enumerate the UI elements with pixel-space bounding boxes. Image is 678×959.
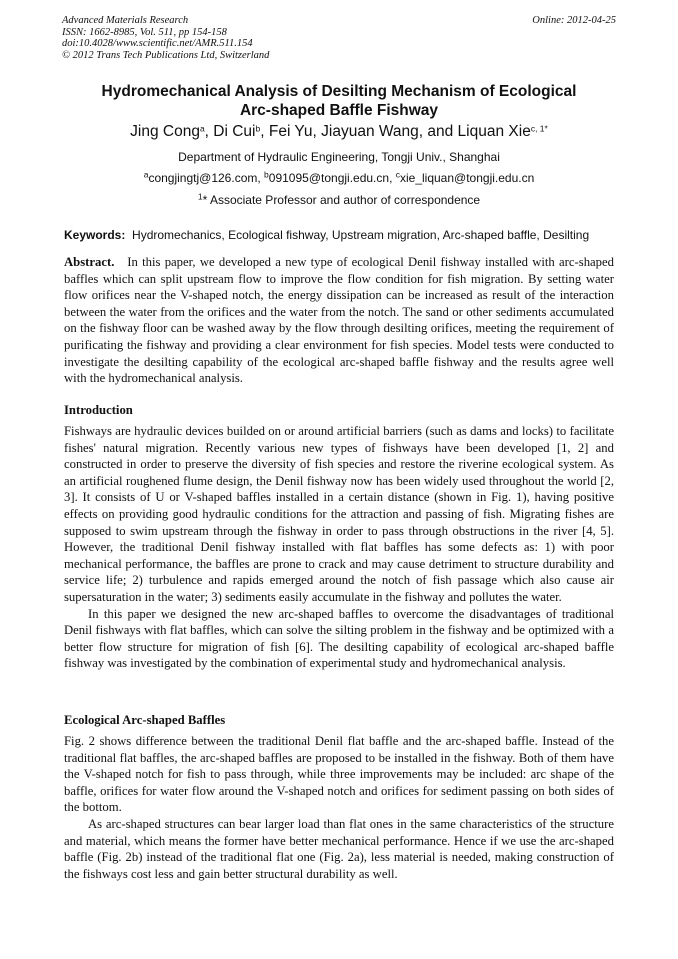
author-mark: b (255, 123, 261, 134)
keywords-label: Keywords: (64, 228, 126, 242)
affiliation: Department of Hydraulic Engineering, Tongji Univ., Shanghai (178, 150, 500, 164)
author-mark: c, 1* (530, 123, 548, 134)
doi-line: doi:10.4028/www.scientific.net/AMR.511.154 (62, 38, 253, 49)
email-mark: c (395, 169, 400, 180)
author-mark: a (199, 123, 205, 134)
correspondence-mark: 1 (197, 191, 203, 202)
abstract-text: In this paper, we developed a new type of ecological Denil fishway installed with arc-shaped baffles which can split upstream flow to improve the flow condition for fish migration. By setting water flow orifices near the V-shaped notch, the energy dissipation can be increased as result of the interaction between the water from the orifices and the water from the notch. The sand or other sediments accumulated on the fishway floor can be washed away by the flow through desilting orifices, meeting the requirement of purificating the fishway and providing a clear environment for fish species. Model tests were conducted to investigate the desilting capability of the ecological arc-shaped baffle fishway and the results agree well with the hydromechanical analysis. (64, 255, 614, 386)
email-address: 091095@tongji.edu.cn (268, 171, 390, 185)
author-name: Jing Cong (130, 123, 200, 140)
issn-line: ISSN: 1662-8985, Vol. 511, pp 154-158 (62, 26, 227, 38)
introduction-body (64, 423, 614, 672)
paragraph: Fishways are hydraulic devices builded on or around artificial barriers (such as dams and locks) to facilitate fishes' natural migration. Recently various new types of fishways have been developed [1, 2] and constructed in order to preserve the diversity of fish species and restore the riverine ecological system. As an artificial roughened flume design, the Denil fishway now has been widely used throughout the world [2, 3]. It consists of U or V-shaped baffles installed in a certain distance (shown in Fig. 1), having positive effects on providing good hydraulic conditions for the attraction and passing of fish. Migrating fishes are supposed to swim upstream through the fishway in order to pass through obstructions in the river [4, 5]. However, the traditional Denil fishway installed with flat baffles has some defects as: 1) with poor mechanical performance, the baffles are prone to crack and may cause detriment to structure durability and service life; 2) turbulence and rapids emerged around the notch of fish passage which also cause air supersaturation in the water; 3) sediments easily accumulate in the fishway and pollutes the water. (64, 424, 614, 604)
keywords-text: Hydromechanics, Ecological fishway, Upstream migration, Arc-shaped baffle, Desilting (132, 228, 590, 242)
author-name: Di Cui (213, 123, 256, 140)
abstract (64, 254, 614, 387)
correspondence-text: * Associate Professor and author of correspondence (202, 193, 481, 207)
author-name: Fei Yu, Jiayuan Wang, and Liquan Xie (268, 123, 531, 140)
section-heading-ecological-baffles: Ecological Arc-shaped Baffles (64, 713, 226, 727)
title-line-1: Hydromechanical Analysis of Desilting Mechanism of Ecological (101, 83, 577, 100)
running-header (62, 15, 616, 61)
author-separator: , (204, 123, 214, 140)
paragraph: Fig. 2 shows difference between the traditional Denil flat baffle and the arc-shaped baffle. Instead of the traditional flat baffles, the arc-shaped baffles are proposed to be installed in the fishway. Both of them have the V-shaped notch for fish to pass through, while three improvements may be included: arc shape of the baffle, orifices for water flow around the V-shaped notch and orifices for sediment passing on both sides of the bottom. (64, 734, 614, 815)
email-mark: a (143, 169, 149, 180)
ecological-baffles-body (64, 733, 614, 882)
paper-title (62, 82, 616, 120)
copyright-line: © 2012 Trans Tech Publications Ltd, Switzerland (62, 49, 270, 61)
email-address: xie_liquan@tongji.edu.cn (399, 171, 535, 185)
email-list (62, 170, 616, 186)
title-line-2: Arc-shaped Baffle Fishway (239, 102, 439, 119)
online-date: Online: 2012-04-25 (532, 15, 616, 26)
email-mark: b (264, 169, 269, 180)
section-heading-introduction: Introduction (64, 403, 133, 417)
paragraph: In this paper we designed the new arc-shaped baffles to overcome the disadvantages of traditional Denil fishways with flat baffles, which can solve the silting problem in the fishway and be optimized with a better flow structure for migration of fish [6]. The desilting capability of ecological arc-shaped baffle fishway was investigated by the combination of experimental study and hydromechanical analysis. (64, 606, 614, 671)
journal-name: Advanced Materials Research (62, 15, 189, 26)
email-separator: , (257, 171, 265, 185)
correspondence-note (62, 192, 616, 208)
keywords (64, 227, 616, 243)
abstract-label: Abstract. (64, 255, 115, 269)
author-separator: , (260, 123, 269, 140)
email-address: congjingtj@126.com (148, 171, 258, 185)
email-separator: , (389, 171, 396, 185)
paragraph: As arc-shaped structures can bear larger load than flat ones in the same characteristics of the structure and material, which means the former have better mechanical performance. Hence if we use the arc-shaped baffle (Fig. 2b) instead of the traditional flat one (Fig. 2a), less material is needed, making construction of the fishways cost less and gain better structural durability as well. (64, 816, 614, 881)
author-list (62, 122, 616, 142)
